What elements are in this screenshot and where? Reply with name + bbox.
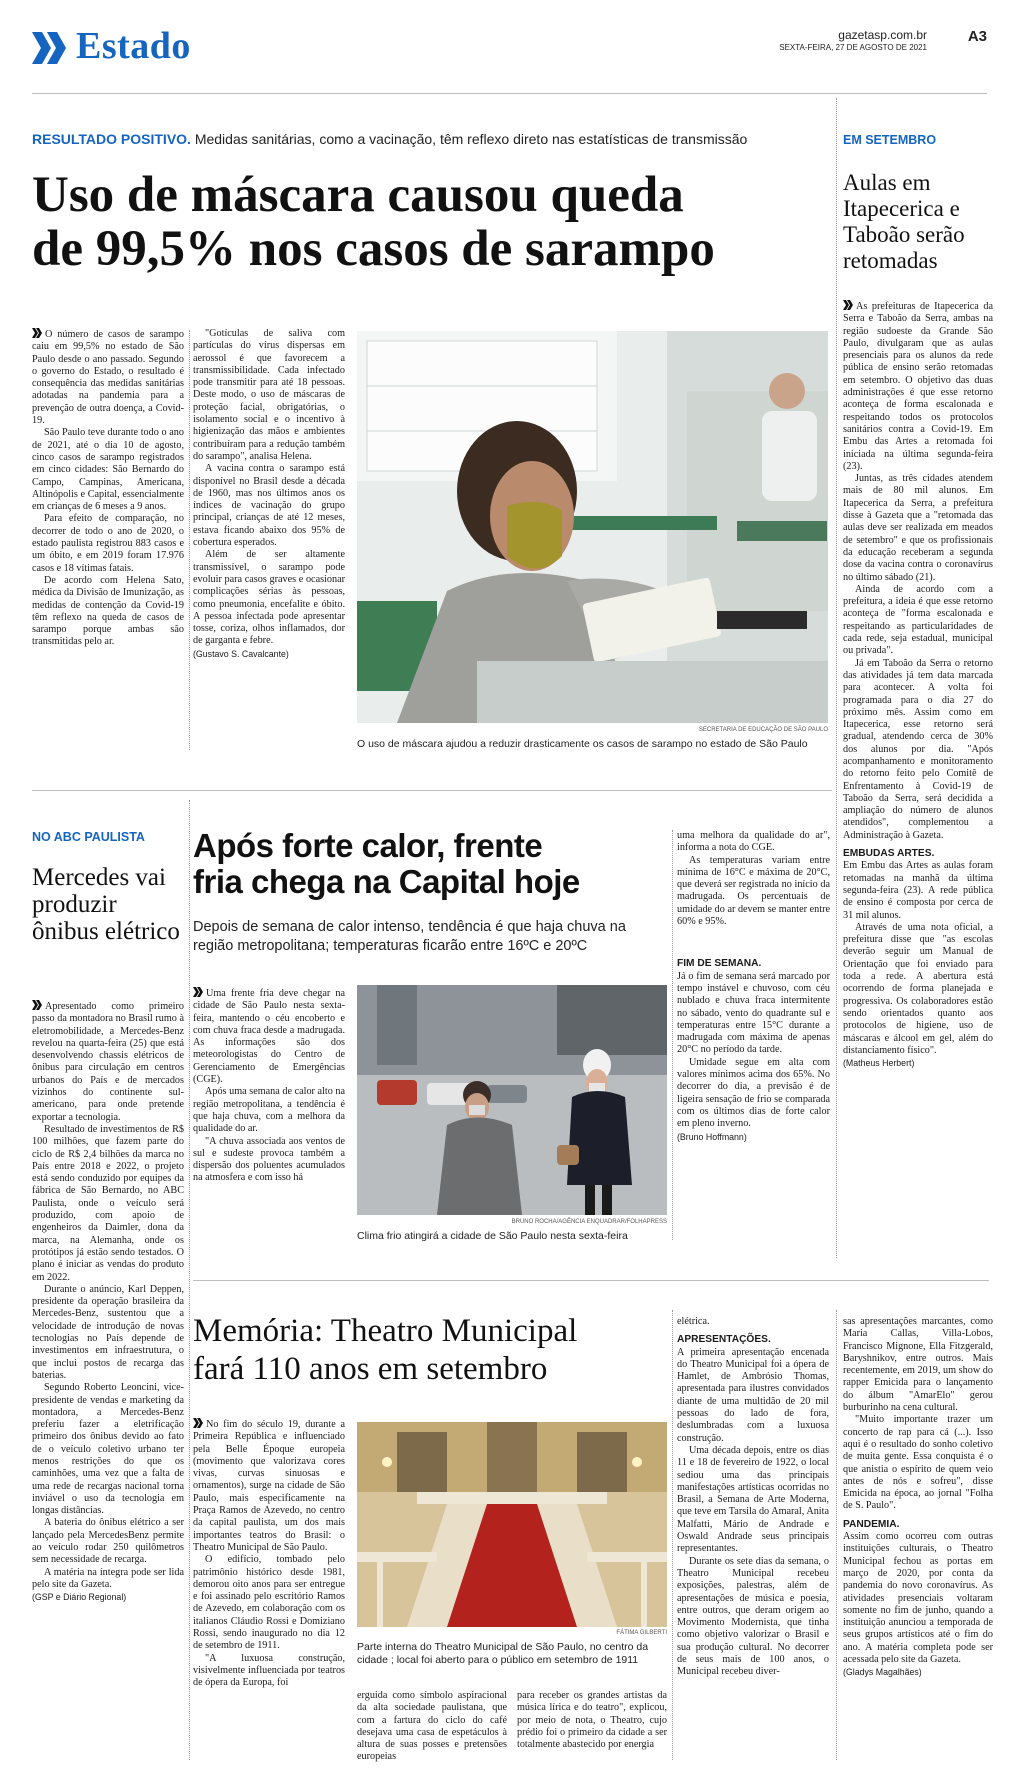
weather-paragraph: Já o fim de semana será marcado por tempo instável e chuvoso, com céu nublado e chuva fraca intermitente no sábado, vento do quadrante sul e temperaturas entre 15°C durante a madrugada com máxima de apenas 20°C no período da tarde.	[677, 970, 830, 1056]
lead-deck	[32, 131, 832, 147]
paragraph-chevron-icon	[843, 300, 853, 310]
theatro-paragraph: No fim do século 19, durante a Primeira República e influenciado pela Belle Époque europeia (movimento que valorizava cores vivas, curvas sinuosas e ornamentos), surge na cidade de São Paulo, mais especificamente na Praça Ramos de Azevedo, no centro da capital paulista, um dos mais importantes teatros do Brasil: o Theatro Municipal de São Paulo.	[193, 1419, 345, 1553]
abc-paragraph: A bateria do ônibus elétrico a ser lançado pela MercedesBenz permite ao veículo rodar 250 quilômetros sem necessidade de recarga.	[32, 1517, 184, 1566]
theatre-interior-illustration	[357, 1422, 667, 1627]
sidebar-subhead: EMBUDAS ARTES.	[843, 848, 935, 860]
sidebar-rule	[836, 98, 837, 1258]
weather-headline-line2: fria chega na Capital hoje	[193, 863, 580, 900]
theatro-subhead: PANDEMIA.	[843, 1518, 900, 1530]
theatro-paragraph: "A luxuosa construção, visivelmente influenciada por teatros de ópera da Europa, foi	[193, 1652, 345, 1689]
byline: (Gustavo S. Cavalcante)	[193, 648, 289, 659]
theatro-photo-credit: FÁTIMA GILBERTI	[616, 1630, 667, 1636]
byline: (GSP e Diário Regional)	[32, 1592, 127, 1603]
masthead-rule	[32, 93, 987, 94]
theatro-paragraph: Durante os sete dias da semana, o Theatro Municipal recebeu exposições, palestras, além de apresentações de música e poesia, entre outros, que deram origem ao Movimento Modernista, que tinha como objetivo valorizar o Brasil e sua produção cultural. No decorrer de seus mais de 100 anos, o Municipal recebeu diver-	[677, 1555, 829, 1678]
abc-paragraph: Segundo Roberto Leoncini, vice-presidente de vendas e marketing da montadora, a Mercedes-Benz preferiu fazer a eletrificação primeiro dos ônibus devido ao fato de o veículo coletivo urbano ter menos restrições do que os caminhões, uma vez que a falta de uma rede de recargas nacional torna inviável o uso da tecnologia em longas distâncias.	[32, 1382, 184, 1517]
byline: (Bruno Hoffmann)	[677, 1131, 747, 1142]
column-rule	[672, 830, 673, 1240]
weather-paragraph: Uma frente fria deve chegar na cidade de São Paulo nesta sexta-feira, mantendo o céu encoberto e com chuva fraca desde a madrugada. As informações são dos meteorologistas do Centro de Gerenciamento de Emergências (CGE).	[193, 988, 345, 1086]
masthead	[32, 25, 987, 78]
column-rule	[189, 330, 190, 750]
theatro-col1c: para receber os grandes artistas da música lírica e do teatro", explicou, por meio de nota, o Theatro, cujo prédio foi o primeiro da cidade a ser totalmente abastecido por energia	[517, 1690, 667, 1751]
lead-paragraph: De acordo com Helena Sato, médica da Divisão de Imunização, as medidas de contenção da Covid-19 têm reflexo na queda de casos de sarampo porque ambas são transmitidas pelo ar.	[32, 574, 184, 648]
paragraph-chevron-icon	[32, 328, 42, 338]
theatro-col1b: erguida como símbolo aspiracional da alta sociedade paulistana, que com a fartura do ciclo do café desejava uma casa de espetáculos à altura de suas posses e pretensões europeias	[357, 1690, 507, 1763]
theatro-subhead: APRESENTAÇÕES.	[677, 1334, 771, 1346]
weather-paragraph: Após uma semana de calor alto na região metropolitana, a tendência é que haja chuva, com a melhora da qualidade do ar.	[193, 1086, 345, 1135]
theatro-photo-caption: Parte interna do Theatro Municipal de São Paulo, no centro da cidade ; local foi aberto para o público em setembro de 1911	[357, 1641, 649, 1666]
sidebar-paragraph: Em Embu das Artes as aulas foram retomadas na manhã da última segunda-feira (23). A rede pública de ensino é composta por cerca de 31 mil alunos.	[843, 860, 993, 921]
section-rule	[32, 790, 832, 791]
sidebar-paragraph: As prefeituras de Itapecerica da Serra e Taboão da Serra, ambas na região sudoeste da Grande São Paulo, divulgaram que as aulas presenciais para os alunos da rede pública de ensino serão retomadas em setembro. O objetivo das duas administrações é que esse retorno aconteça de forma escalonada e respeitando todos os protocolos sanitários contra a Covid-19. Em Embu das Artes a retomada foi iniciada na última segunda-feira (23).	[843, 301, 993, 472]
weather-paragraph: As temperaturas variam entre mínima de 16°C e máxima de 20°C, que deverá ser registrada no início da madrugada. Os percentuais de umidade do ar devem se manter entre 60% e 95%.	[677, 854, 830, 928]
lead-photo	[357, 331, 828, 723]
edition-date: SEXTA-FEIRA, 27 DE AGOSTO DE 2021	[779, 43, 927, 52]
sidebar-body	[843, 300, 993, 1069]
weather-col2	[677, 830, 830, 1143]
lead-paragraph: Para efeito de comparação, no decorrer de todo o ano de 2020, o estado paulista registrou 883 casos e um óbito, e em 2019 foram 17.976 casos e 18 vítimas fatais.	[32, 513, 184, 574]
paragraph-chevron-icon	[193, 987, 203, 997]
section-chevron-icon	[32, 30, 68, 66]
weather-headline	[193, 828, 673, 900]
theatro-paragraph: elétrica.	[677, 1316, 710, 1327]
cold-street-illustration	[357, 985, 667, 1215]
theatro-col1	[193, 1418, 345, 1690]
lead-paragraph: São Paulo teve durante todo o ano de 2021, até o dia 10 de agosto, cinco casos de sarampo registrados em cinco cidades: São Bernardo do Campo, Campinas, Americana, Altinópolis e Capital, essencialmente em crianças de 6 meses a 9 anos.	[32, 427, 184, 513]
weather-photo-caption: Clima frio atingirá a cidade de São Paulo nesta sexta-feira	[357, 1230, 628, 1242]
abc-paragraph: Resultado de investimentos de R$ 100 milhões, que fazem parte do ciclo de R$ 2,4 bilhões da marca no País entre 2018 e 2022, o projeto está sendo conduzido por equipes da fábrica de São Bernardo, no ABC Paulista, onde o veículo será produzido, com apoio de engenheiros da Daimler, dona da marca, na Alemanha, onde os protótipos já estão sendo testados. O plano é iniciar as vendas do produto em 2022.	[32, 1123, 184, 1283]
theatro-paragraph: "Muito importante trazer um concerto de rap para cá (...). Isso aqui é o resultado do sonho coletivo de muita gente. Essa conquista é o que anistia o espírito de quem veio antes de nós e sofreu", disse Emicida na época, ao jornal "Folha de S. Paulo".	[843, 1414, 993, 1512]
section-rule	[193, 1280, 989, 1281]
site-url[interactable]: gazetasp.com.br	[838, 28, 927, 42]
theatro-col2	[677, 1316, 829, 1679]
lead-col2	[193, 328, 345, 660]
lead-headline	[32, 168, 832, 276]
section-title: Estado	[76, 25, 191, 67]
theatro-headline	[193, 1312, 673, 1388]
abc-paragraph: A matéria na íntegra pode ser lida pelo site da Gazeta.	[32, 1566, 184, 1590]
weather-photo-credit: BRUNO ROCHA/AGÊNCIA ENQUADRAR/FOLHAPRESS	[511, 1219, 667, 1225]
paragraph-chevron-icon	[193, 1418, 203, 1428]
theatro-col3	[843, 1316, 993, 1679]
column-rule	[672, 1310, 673, 1760]
sidebar-headline: Aulas em Itapecerica e Taboão serão retomadas	[843, 170, 965, 273]
sidebar-paragraph: Através de uma nota oficial, a prefeitura disse que "as escolas deverão seguir um Manual de Orientação que foi enviado para toda a rede. A abertura está ocorrendo de forma planejada e progressiva. Os colaboradores estão sendo orientados quanto aos protocolos de higiene, uso de máscaras e álcool em gel, além do distanciamento físico".	[843, 921, 993, 1056]
abc-paragraph: Apresentado como primeiro passo da montadora no Brasil rumo à eletromobilidade, a Mercedes-Benz revelou na quarta-feira (25) que está desenvolvendo chassis elétricos de ônibus para circulação em centros urbanos do País e de mercados vizinhos do continente sul-americano, para onde pretende exportar a tecnologia.	[32, 1001, 184, 1123]
column-rule	[836, 1310, 837, 1760]
lead-paragraph: A vacina contra o sarampo está disponível no Brasil desde a década de 1960, mas nos últimos anos os índices de vacinação do grupo principal, crianças de até 12 meses, estava ficando abaixo dos 95% de cobertura esperados.	[193, 463, 345, 549]
abc-headline: Mercedes vai produzir ônibus elétrico	[32, 864, 180, 945]
theatro-headline-line1: Memória: Theatro Municipal	[193, 1313, 578, 1349]
theatro-photo	[357, 1422, 667, 1627]
weather-col1	[193, 987, 345, 1185]
byline: (Matheus Herbert)	[843, 1058, 915, 1069]
lead-paragraph: O número de casos de sarampo caiu em 99,5% no estado de São Paulo desde o ano passado. Segundo o governo do Estado, o resultado é consequência das medidas sanitárias adotadas na pandemia para a prevenção de outra doença, a Covid-19.	[32, 329, 184, 427]
theatro-paragraph: A primeira apresentação encenada do Theatro Municipal foi a ópera de Hamlet, de Ambrósio Thomas, apresentada para ilustres convidados diante de uma multidão de 20 mil pessoas do lado de fora, deslumbradas com a luxuosa construção.	[677, 1346, 829, 1444]
sidebar-paragraph: Já em Taboão da Serra o retorno das atividades já tem data marcada para acontecer. A volta foi programada para o dia 27 do próximo mês. Assim como em Itapecerica, esse retorno será gradual, atendendo cerca de 30% dos alunos por dia. "Após acompanhamento e monitoramento do retorno feito pelo Comitê de Enfrentamento à Covid-19 de Taboão da Serra, será decidida a ampliação do número de alunos atendidos", complementou a Administração à Gazeta.	[843, 657, 993, 841]
page-number: A3	[967, 28, 987, 45]
lead-headline-line2: de 99,5% nos casos de sarampo	[32, 221, 715, 277]
abc-kicker: NO ABC PAULISTA	[32, 830, 145, 844]
theatro-headline-line2: fará 110 anos em setembro	[193, 1351, 548, 1387]
lead-photo-caption: O uso de máscara ajudou a reduzir drasticamente os casos de sarampo no estado de São Paulo	[357, 738, 808, 750]
sidebar-paragraph: Juntas, as três cidades atendem mais de 80 mil alunos. Em Itapecerica da Serra, a prefeitura disse à Gazeta que a "retomada das aulas deve ser realizada em meados de setembro" e que os profissionais da educação receberam a segunda dose da vacina contra o coronavírus no último sábado (21).	[843, 473, 993, 583]
theatro-paragraph: sas apresentações marcantes, como Maria Callas, Villa-Lobos, Francisco Mignone, Ella Fitzgerald, Baryshnikov, entre outros. Mais recentemente, em 2019, um show do rapper Emicida para o lançamento do álbum "AmarElo" gerou burburinho na cena cultural.	[843, 1316, 993, 1414]
byline: (Gladys Magalhães)	[843, 1667, 922, 1678]
lead-photo-credit: SECRETARIA DE EDUCAÇÃO DE SÃO PAULO	[698, 727, 828, 733]
weather-paragraph: uma melhora da qualidade do ar", informa a nota do CGE.	[677, 830, 830, 854]
weather-subhead: FIM DE SEMANA.	[677, 958, 762, 970]
theatro-paragraph: Assim como ocorreu com outras instituições culturais, o Theatro Municipal fechou as portas em março de 2020, por conta da pandemia do novo coronavírus. As atividades presenciais voltaram somente no fim de junho, quando a instituição anunciou a temporada de seus grupos artísticos até o fim do ano. A matéria completa pode ser acessada pelo site da Gazeta.	[843, 1531, 993, 1666]
sidebar-paragraph: Ainda de acordo com a prefeitura, a ideia é que esse retorno aconteça de "forma escalonada e respeitando as particularidades de cada rede, seja estadual, municipal ou privada".	[843, 583, 993, 657]
abc-paragraph: Durante o anúncio, Karl Deppen, presidente da operação brasileira da Mercedes-Benz, sustentou que a velocidade de introdução de novas tecnologias no País depende de investimentos em infraestrutura, o que inclui postos de recarga das baterias.	[32, 1283, 184, 1381]
lead-headline-line1: Uso de máscara causou queda	[32, 167, 684, 223]
lead-paragraph: Além de ser altamente transmissível, o sarampo pode evoluir para casos graves e ocasionar complicações sérias às pessoas, como pneumonia, encefalite e óbito. A pessoa infectada pode apresentar tosse, coriza, olhos inflamados, dor de garganta e febre.	[193, 549, 345, 647]
weather-paragraph: Umidade segue em alta com valores mínimos acima dos 65%. No decorrer do dia, a previsão é de ligeira sensação de frio se comparada com os últimos dias de forte calor em pleno inverno.	[677, 1056, 830, 1130]
paragraph-chevron-icon	[32, 1000, 42, 1010]
abc-body	[32, 1000, 184, 1604]
lead-paragraph: "Gotículas de saliva com partículas do vírus dispersas em aerossol é que favorecem a transmissibilidade. Cada infectado pode transmitir para até 18 pessoas. Deste modo, o uso de máscaras de proteção facial, obrigatórias, o isolamento social e o incentivo à higienização das mãos e ambientes contribuíram para a redução também do sarampo", analisa Helena.	[193, 328, 345, 462]
weather-paragraph: "A chuva associada aos ventos de sul e sudeste provoca também a dispersão dos poluentes acumulados na atmosfera e com isso há	[193, 1135, 345, 1184]
column-rule	[189, 800, 190, 1760]
weather-deck: Depois de semana de calor intenso, tendência é que haja chuva na região metropolitana; temperaturas ficarão entre 16ºC e 20ºC	[193, 919, 626, 954]
lead-col1	[32, 328, 184, 649]
theatro-paragraph: Uma década depois, entre os dias 11 e 18 de fevereiro de 1922, o local sediou uma das principais manifestações artísticas ocorridas no Brasil, a Semana de Arte Moderna, que teve em Tarsila do Amaral, Anita Malfatti, Mário de Andrade e Oswald Andrade seus principais representantes.	[677, 1444, 829, 1555]
weather-photo	[357, 985, 667, 1215]
student-mask-illustration	[357, 331, 828, 723]
sidebar-kicker: EM SETEMBRO	[843, 133, 937, 147]
lead-kicker: RESULTADO POSITIVO.	[32, 131, 191, 147]
lead-deck-text: Medidas sanitárias, como a vacinação, têm reflexo direto nas estatísticas de transmissão	[190, 131, 748, 147]
theatro-paragraph: O edifício, tombado pelo patrimônio histórico desde 1981, demorou oito anos para ser entregue e foi assinado pelo escritório Ramos de Azevedo, em colaboração com os italianos Cláudio Rossi e Domiziano Rossi, sendo inaugurado no dia 12 de setembro de 1911.	[193, 1554, 345, 1652]
weather-headline-line1: Após forte calor, frente	[193, 827, 543, 864]
